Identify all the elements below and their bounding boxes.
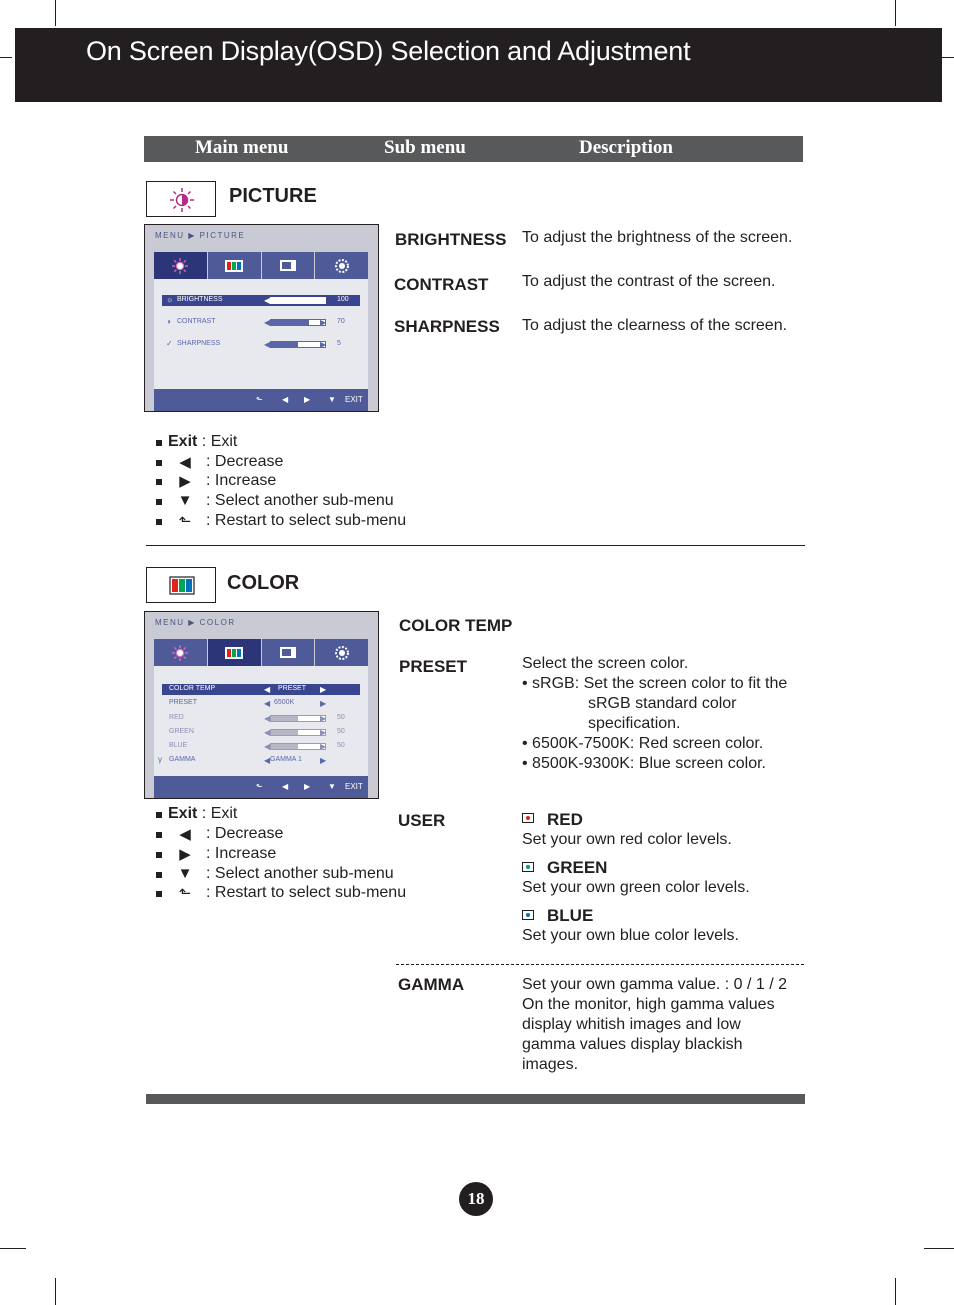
osd-row-red: RED ◀ ▶ 50 bbox=[169, 714, 345, 723]
bullet bbox=[156, 852, 162, 858]
osd-tab-setup bbox=[315, 639, 368, 666]
contrast-icon: ◑ bbox=[166, 317, 171, 326]
bullet bbox=[156, 519, 162, 525]
osd-level-fill bbox=[271, 342, 298, 347]
bullet bbox=[156, 460, 162, 466]
user-blue-label: BLUE bbox=[547, 906, 594, 925]
osd-row-sharpness: ✓ SHARPNESS ◀ ▶ 5 bbox=[166, 339, 341, 349]
sun-icon: ☼ bbox=[166, 295, 174, 304]
column-description: Description bbox=[579, 137, 673, 158]
osd-panel bbox=[154, 279, 368, 391]
decrease-icon: ◀ bbox=[264, 699, 271, 708]
sun-icon bbox=[171, 644, 189, 662]
decrease-icon: ◀ bbox=[179, 826, 191, 843]
osd-exit-label: EXIT bbox=[345, 782, 363, 791]
column-sub-menu: Sub menu bbox=[384, 137, 466, 158]
increase-icon: ▶ bbox=[320, 685, 327, 694]
crop-mark bbox=[895, 0, 896, 26]
osd-tab-color bbox=[208, 639, 262, 666]
select-down-icon: ▼ bbox=[177, 865, 193, 882]
page-title: On Screen Display(OSD) Selection and Adjustment bbox=[86, 36, 691, 66]
decrease-icon: ◀ bbox=[264, 318, 271, 327]
osd-row-blue: BLUE ◀ ▶ 50 bbox=[169, 742, 345, 751]
increase-icon: ▶ bbox=[304, 782, 311, 791]
decrease-icon: ◀ bbox=[179, 454, 191, 471]
increase-icon: ▶ bbox=[320, 340, 327, 349]
gamma-icon: γ bbox=[158, 755, 162, 764]
osd-row-gamma: γ GAMMA ◀ GAMMA 1 ▶ bbox=[158, 755, 327, 765]
osd-breadcrumb: MENU ▶ PICTURE bbox=[155, 231, 246, 240]
picture-contrast-description: To adjust the contrast of the screen. bbox=[522, 273, 776, 290]
monitor-icon bbox=[279, 646, 297, 660]
user-blue-description: Set your own blue color levels. bbox=[522, 927, 739, 944]
crop-mark bbox=[895, 1278, 896, 1305]
picture-section-icon bbox=[146, 181, 216, 217]
osd-breadcrumb: MENU ▶ COLOR bbox=[155, 618, 236, 627]
osd-level-bar bbox=[270, 319, 326, 326]
preset-description: Select the screen color. • sRGB: Set the screen color to fit the sRGB standard color specification. • 6500K-7500K: Red screen color. • 8500K-9300K: Blue screen color. bbox=[522, 655, 788, 772]
picture-sharpness-label: SHARPNESS bbox=[394, 317, 500, 336]
osd-tab-display bbox=[262, 639, 316, 666]
osd-level-fill bbox=[271, 744, 298, 749]
osd-level-bar bbox=[270, 715, 326, 722]
picture-sharpness-description: To adjust the clearness of the screen. bbox=[522, 317, 788, 334]
osd-tab-color bbox=[208, 252, 262, 279]
bullet bbox=[156, 499, 162, 505]
gamma-description: Set your own gamma value. : 0 / 1 / 2 On the monitor, high gamma values display whitish images and low gamma values display blackish images. bbox=[522, 976, 788, 1073]
osd-level-bar bbox=[270, 297, 326, 304]
increase-icon: ▶ bbox=[179, 473, 191, 490]
preset-label: PRESET bbox=[399, 657, 468, 676]
color-section-title: COLOR bbox=[227, 572, 300, 594]
increase-icon: ▶ bbox=[320, 318, 327, 327]
sun-icon bbox=[171, 257, 189, 275]
bullet bbox=[156, 440, 162, 446]
osd-panel bbox=[154, 666, 368, 778]
osd-tab-display bbox=[262, 252, 316, 279]
decrease-icon: ◀ bbox=[282, 395, 289, 404]
osd-level-bar bbox=[270, 729, 326, 736]
color-key-legend: Exit : Exit ◀ : Decrease ▶ : Increase ▼ : Select another sub-menu ⬑ : Restart to select sub-menu bbox=[156, 805, 416, 905]
osd-level-fill bbox=[271, 716, 298, 721]
section-divider bbox=[146, 545, 805, 546]
osd-tab-setup bbox=[315, 252, 368, 279]
increase-icon: ▶ bbox=[304, 395, 311, 404]
increase-icon: ▶ bbox=[320, 742, 327, 751]
bullet bbox=[156, 832, 162, 838]
bullet bbox=[156, 872, 162, 878]
crop-mark bbox=[924, 1248, 954, 1249]
blue-swatch-icon bbox=[522, 910, 534, 920]
decrease-icon: ◀ bbox=[264, 685, 271, 694]
user-red-description: Set your own red color levels. bbox=[522, 831, 732, 848]
osd-tab-picture bbox=[154, 252, 208, 279]
picture-section-title: PICTURE bbox=[229, 185, 317, 207]
osd-row-green: GREEN ◀ ▶ 50 bbox=[169, 728, 345, 737]
gear-icon bbox=[334, 645, 350, 661]
select-down-icon: ▼ bbox=[328, 395, 336, 404]
osd-level-bar bbox=[270, 341, 326, 348]
osd-row-brightness: ☼ BRIGHTNESS ◀ ▶ 100 bbox=[162, 295, 360, 306]
select-down-icon: ▼ bbox=[177, 492, 193, 509]
bullet bbox=[156, 891, 162, 897]
osd-level-fill bbox=[271, 730, 298, 735]
color-bars-icon bbox=[225, 647, 243, 659]
crop-mark bbox=[0, 57, 12, 58]
picture-brightness-description: To adjust the brightness of the screen. bbox=[522, 229, 793, 246]
page-number: 18 bbox=[459, 1182, 493, 1216]
gamma-label: GAMMA bbox=[398, 975, 465, 994]
decrease-icon: ◀ bbox=[264, 756, 271, 765]
decrease-icon: ◀ bbox=[264, 340, 271, 349]
crop-mark bbox=[55, 1278, 56, 1305]
restart-icon: ⬑ bbox=[256, 395, 263, 404]
decrease-icon: ◀ bbox=[264, 296, 271, 305]
green-swatch-icon bbox=[522, 862, 534, 872]
sun-icon bbox=[147, 182, 217, 218]
decrease-icon: ◀ bbox=[264, 742, 271, 751]
color-section-icon bbox=[146, 567, 216, 603]
osd-row-contrast: ◑ CONTRAST ◀ ▶ 70 bbox=[166, 317, 345, 327]
user-red-label: RED bbox=[547, 810, 583, 829]
osd-footer bbox=[154, 776, 368, 798]
increase-icon: ▶ bbox=[179, 846, 191, 863]
gear-icon bbox=[334, 258, 350, 274]
dashed-divider bbox=[396, 964, 804, 965]
color-bars-icon bbox=[147, 568, 217, 604]
bottom-bar bbox=[146, 1094, 805, 1104]
color-osd-screenshot bbox=[144, 611, 379, 799]
crop-mark bbox=[942, 57, 954, 58]
osd-tabs bbox=[154, 252, 368, 279]
increase-icon: ▶ bbox=[320, 296, 327, 305]
monitor-icon bbox=[279, 259, 297, 273]
picture-key-legend: Exit : Exit ◀ : Decrease ▶ : Increase ▼ : Select another sub-menu ⬑ : Restart to select sub-menu bbox=[156, 433, 416, 533]
decrease-icon: ◀ bbox=[282, 782, 289, 791]
osd-footer bbox=[154, 389, 368, 411]
crop-mark bbox=[55, 0, 56, 26]
osd-level-fill bbox=[271, 298, 325, 303]
user-green-description: Set your own green color levels. bbox=[522, 879, 750, 896]
red-swatch-icon bbox=[522, 813, 534, 823]
bullet bbox=[156, 812, 162, 818]
decrease-icon: ◀ bbox=[264, 728, 271, 737]
crop-mark bbox=[0, 1248, 26, 1249]
osd-row-preset: PRESET ◀ 6500K ▶ bbox=[169, 699, 327, 708]
osd-level-fill bbox=[271, 320, 309, 325]
picture-brightness-label: BRIGHTNESS bbox=[395, 230, 507, 249]
column-main-menu: Main menu bbox=[195, 137, 289, 158]
sharpness-icon: ✓ bbox=[166, 339, 173, 348]
column-header bbox=[144, 136, 803, 162]
select-down-icon: ▼ bbox=[328, 782, 336, 791]
osd-exit-label: EXIT bbox=[345, 395, 363, 404]
osd-row-color-temp: COLOR TEMP ◀ PRESET ▶ bbox=[162, 684, 360, 695]
increase-icon: ▶ bbox=[320, 728, 327, 737]
osd-level-bar bbox=[270, 743, 326, 750]
restart-icon: ⬑ bbox=[178, 885, 192, 902]
decrease-icon: ◀ bbox=[264, 714, 271, 723]
osd-tabs bbox=[154, 639, 368, 666]
increase-icon: ▶ bbox=[320, 714, 327, 723]
user-label: USER bbox=[398, 811, 446, 830]
osd-tab-picture bbox=[154, 639, 208, 666]
restart-icon: ⬑ bbox=[178, 513, 192, 530]
increase-icon: ▶ bbox=[320, 756, 327, 765]
bullet bbox=[156, 479, 162, 485]
picture-contrast-label: CONTRAST bbox=[394, 275, 489, 294]
increase-icon: ▶ bbox=[320, 699, 327, 708]
user-green-label: GREEN bbox=[547, 858, 608, 877]
color-temp-label: COLOR TEMP bbox=[399, 616, 513, 635]
restart-icon: ⬑ bbox=[256, 782, 263, 791]
picture-osd-screenshot bbox=[144, 224, 379, 412]
color-bars-icon bbox=[225, 260, 243, 272]
